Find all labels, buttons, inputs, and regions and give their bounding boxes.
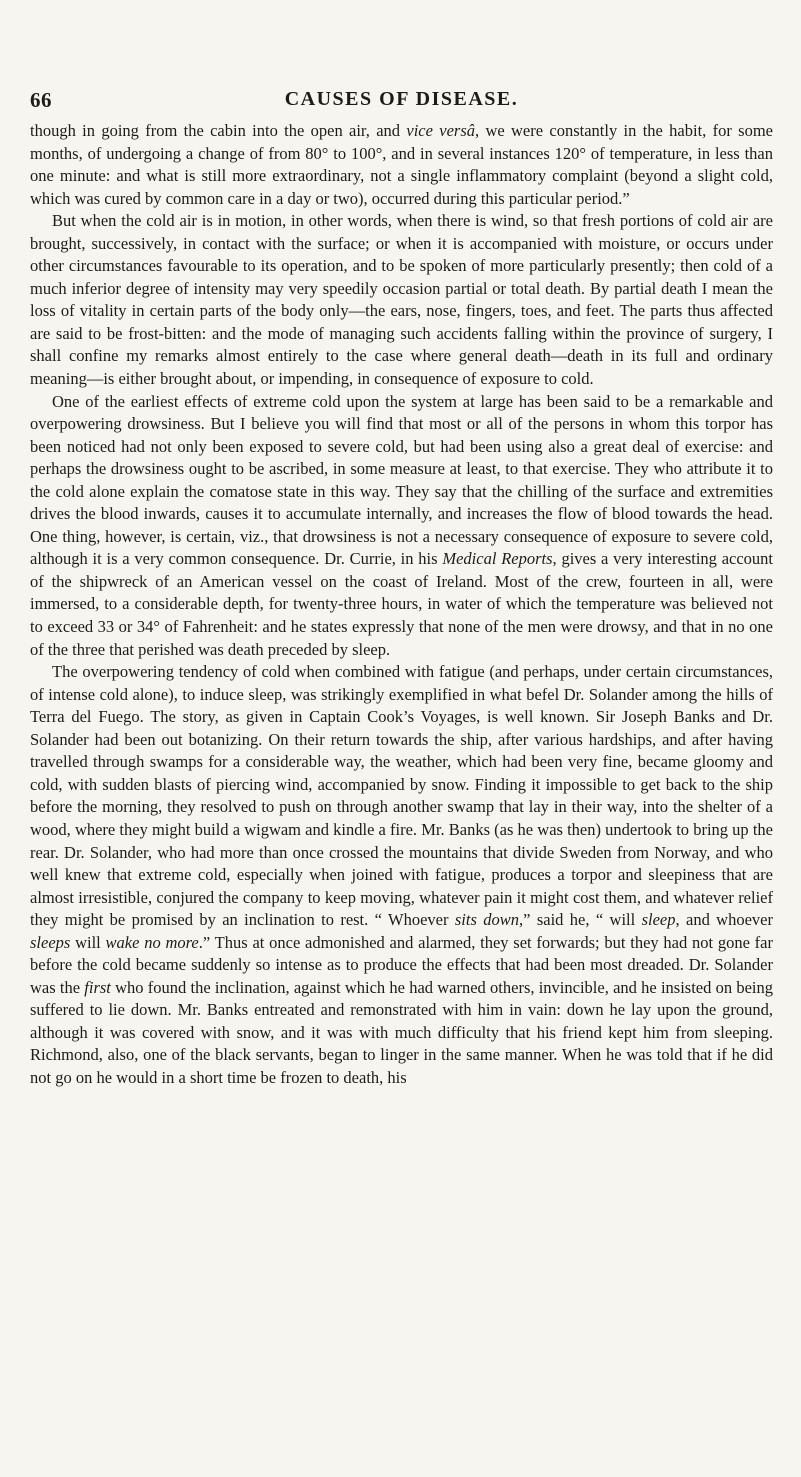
italic-text: Medical Reports [442, 549, 553, 569]
text-run: will [70, 932, 106, 952]
paragraph [30, 661, 773, 1089]
paragraph [30, 210, 773, 390]
body-text [30, 120, 773, 1090]
text-run: though in going from the cabin into the open air, and [30, 121, 407, 140]
paragraph [30, 120, 773, 210]
text-run: .” Thus at once admonished and alarmed, they set forwards; but they had not gone far before the cold became suddenly so intense as to produce the effects that had been most dreaded. Dr. Solander was the [30, 932, 773, 997]
page-number: 66 [30, 88, 52, 112]
text-run: One of the earliest effects of extreme cold upon the system at large has been said to be a remarkable and overpowering drowsiness. But I believe you will find that most or all of the persons in whom this torpor has been noticed had not only been exposed to severe cold, but had been using also a great deal of exercise: and perhaps the drowsiness ought to be ascribed, in some measure at least, to that exercise. They who attribute it to the cold alone explain the comatose state in this way. They say that the chilling of the surface and extremities drives the blood inwards, causes it to accumulate internally, and increases the flow of blood towards the head. One thing, however, is certain, viz., that drowsiness is not a necessary consequence of exposure to severe cold, although it is a very common consequence. Dr. Currie, in his [30, 391, 773, 569]
text-run: , and whoever [675, 910, 773, 930]
running-title: CAUSES OF DISEASE. [284, 88, 519, 110]
italic-text: vice versâ [406, 121, 475, 140]
text-run: ,” said he, “ will [519, 910, 642, 930]
italic-text: sleep [641, 910, 676, 930]
text-run: , we were constantly in the habit, for some months, of undergoing a change of from 80° to 100°, and in several instances 120° of temperature, in less than one minute: and what is still more extraordinary, not a single inflammatory complaint (beyond a slight cold, which was cured by common care in a day or two), occurred during this particular period.” [30, 121, 774, 208]
text-run: , gives a very interesting account of the shipwreck of an American vessel on the coast of Ireland. Most of the crew, fourteen in all, were immersed, to a considerable depth, for twenty-three hours, in water of which the temperature was believed not to exceed 33 or 34° of Fahrenheit: and he states expressly that none of the men were drowsy, and that in no one of the three that perished was death preceded by sleep. [30, 549, 774, 659]
paragraph [30, 391, 773, 662]
text-run: who found the inclination, against which he had warned others, invincible, and he insisted on being suffered to lie down. Mr. Banks entreated and remonstrated with him in vain: down he lay upon the ground, although it was covered with snow, and it was with much difficulty that his friend kept him from sleeping. Richmond, also, one of the black servants, began to linger in the same manner. When he was told that if he did not go on he would in a short time be frozen to death, his [30, 977, 773, 1087]
italic-text: sits down [454, 910, 520, 930]
italic-text: sleeps [30, 932, 71, 952]
text-run: The overpowering tendency of cold when combined with fatigue (and perhaps, under certain circumstances, of intense cold alone), to induce sleep, was strikingly exemplified in what befel Dr. Solander among the hills of Terra del Fuego. The story, as given in Captain Cook’s Voyages, is well known. Sir Joseph Banks and Dr. Solander had been out botanizing. On their return towards the ship, after various hardships, and after having travelled through swamps for a considerable way, the weather, which had been very fine, became gloomy and cold, with sudden blasts of piercing wind, accompanied by snow. Finding it impossible to get back to the ship before the morning, they resolved to push on through another swamp that lay in their way, into the shelter of a wood, where they might build a wigwam and kindle a fire. Mr. Banks (as he was then) undertook to bring up the rear. Dr. Solander, who had more than once crossed the mountains that divide Sweden from Norway, and who well knew that extreme cold, especially when joined with fatigue, produces a torpor and sleepiness that are almost irresistible, conjured the company to keep moving, whatever pain it might cost them, and whatever relief they might be promised by an inclination to rest. “ Whoever [30, 662, 773, 930]
italic-text: first [84, 977, 111, 997]
text-run: But when the cold air is in motion, in other words, when there is wind, so that fresh portions of cold air are brought, successively, in contact with the surface; or when it is accompanied with moisture, or occurs under other circumstances favourable to its operation, and to be spoken of more particularly presently; then cold of a much inferior degree of intensity may very speedily occasion partial or total death. By partial death I mean the loss of vitality in certain parts of the body only—the ears, nose, fingers, toes, and feet. The parts thus affected are said to be frost-bitten: and the mode of managing such accidents falling within the province of surgery, I shall confine my remarks almost entirely to the case where general death—death in its full and ordinary meaning—is either brought about, or impending, in consequence of exposure to cold. [30, 211, 773, 389]
page-header [30, 88, 773, 112]
italic-text: wake no more [105, 932, 199, 952]
